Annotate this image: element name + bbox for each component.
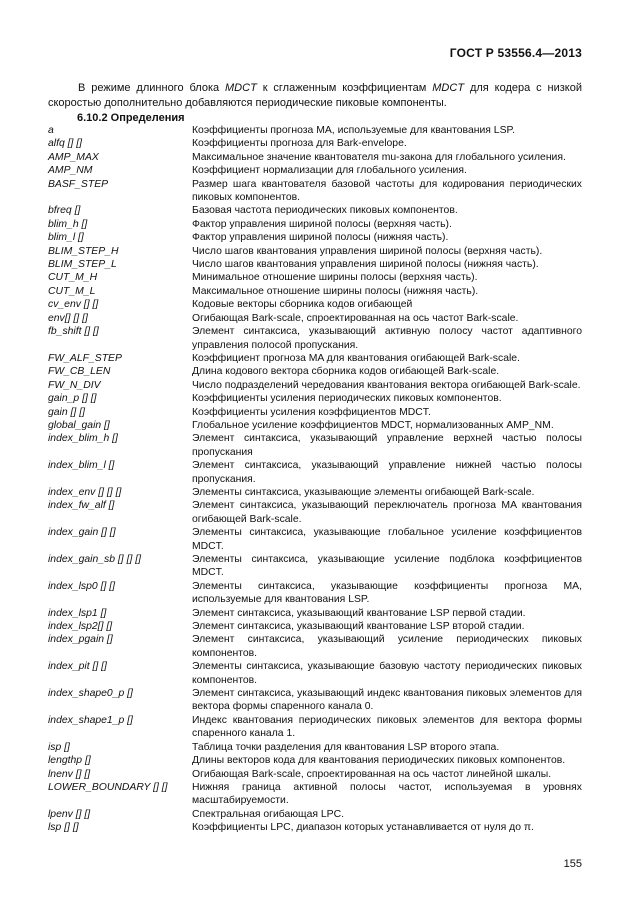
definition-row (48, 245, 582, 258)
definition-row (48, 258, 582, 271)
definition-row (48, 526, 582, 553)
definition-term: fb_shift [] [] (48, 326, 99, 338)
definition-description: Глобальное усиление коэффициентов MDCT, нормализованных AMP_NM. (192, 419, 554, 431)
definition-description: Число подразделений чередования квантования вектора огибающей Bark-scale. (192, 379, 581, 391)
intro-text-2: к сглаженным коэффициентам (256, 82, 433, 94)
definition-term: AMP_NM (48, 165, 93, 177)
definition-description: Элемент синтаксиса, указывающий квантование LSP второй стадии. (192, 621, 525, 633)
definition-term: FW_CB_LEN (48, 366, 111, 378)
definition-description: Спектральная огибающая LPC. (192, 808, 344, 820)
definition-description: Коэффициенты усиления периодических пиковых компонентов. (192, 393, 502, 405)
section-heading: 6.10.2 Определения (77, 112, 185, 124)
definition-term: index_pit [] [] (48, 661, 107, 673)
definition-term: index_lsp2[] [] (48, 621, 113, 633)
definition-term: CUT_M_H (48, 272, 98, 284)
definition-row (48, 553, 582, 580)
definition-term: index_shape1_p [] (48, 714, 133, 726)
definition-term: BLIM_STEP_L (48, 259, 117, 271)
definition-term: index_blim_h [] (48, 433, 118, 445)
definition-description: Индекс квантования периодических пиковых элементов для вектора формы спаренного канала 1. (192, 714, 582, 740)
definition-description: Элемент синтаксиса, указывающий усиление периодических пиковых компонентов. (192, 634, 582, 659)
definition-row (48, 499, 582, 526)
definition-term: index_shape0_p [] (48, 688, 133, 700)
definition-term: FW_N_DIV (48, 379, 101, 391)
definition-row (48, 768, 582, 781)
definition-description: Число шагов квантования управления шириной полосы (нижняя часть). (192, 259, 539, 271)
definition-term: index_blim_l [] (48, 460, 115, 472)
definition-term: cv_env [] [] (48, 299, 99, 311)
definition-term: AMP_MAX (48, 151, 99, 163)
definition-row (48, 352, 582, 365)
definition-term: index_lsp1 [] (48, 607, 107, 619)
definition-row (48, 124, 582, 137)
page-number: 155 (563, 858, 582, 870)
definition-description: Коэффициенты прогноза MA, используемые для квантования LSP. (192, 125, 515, 136)
definition-description: Коэффициент нормализации для глобального усиления. (192, 165, 467, 177)
definition-description: Коэффициенты прогноза для Bark-envelope. (192, 138, 407, 150)
definition-row (48, 754, 582, 767)
definition-term: lpenv [] [] (48, 808, 91, 820)
definition-row (48, 432, 582, 459)
definition-description: Элементы синтаксиса, указывающие коэффициенты прогноза MA, используемые для квантования LSP. (192, 580, 582, 606)
definition-term: index_gain_sb [] [] [] (48, 554, 141, 565)
definition-row (48, 741, 582, 754)
definition-term: LOWER_BOUNDARY [] [] (48, 781, 168, 793)
definition-description: Огибающая Bark-scale, спроектированная на ось частот линейной шкалы. (192, 768, 552, 780)
definition-row (48, 459, 582, 486)
definition-term: BLIM_STEP_H (48, 245, 119, 257)
definition-row (48, 808, 582, 821)
intro-term-2: MDCT (432, 82, 465, 94)
definition-description: Минимальное отношение ширины полосы (верхняя часть). (192, 272, 478, 284)
definition-description: Элементы синтаксиса, указывающие элементы огибающей Bark-scale. (192, 486, 535, 498)
definition-description: Элемент синтаксиса, указывающий управление верхней частью полосы пропускания (192, 433, 582, 458)
definition-row (48, 178, 582, 205)
definition-term: lsp [] [] (48, 822, 79, 834)
definition-term: FW_ALF_STEP (48, 352, 122, 364)
definition-row (48, 231, 582, 244)
definition-term: env[] [] [] (48, 312, 88, 324)
definition-description: Длины векторов кода для квантования периодических пиковых компонентов. (192, 755, 566, 767)
definition-row (48, 137, 582, 150)
definition-row (48, 620, 582, 633)
definition-row (48, 164, 582, 177)
definition-row (48, 285, 582, 298)
definition-row (48, 312, 582, 325)
definition-row (48, 392, 582, 405)
definition-term: bfreq [] (48, 205, 81, 217)
definitions-list (48, 124, 582, 835)
definition-description: Фактор управления шириной полосы (верхняя часть). (192, 218, 452, 230)
definition-row (48, 271, 582, 284)
intro-text-3: для кодера с низкой скоростью дополнительно добавляются периодические пиковые компоненты. (48, 82, 582, 109)
definition-row (48, 218, 582, 231)
definition-term: a (48, 125, 54, 136)
definition-term: index_fw_alf [] (48, 500, 115, 512)
definition-term: BASF_STEP (48, 178, 109, 190)
definition-description: Элемент синтаксиса, указывающий индекс квантования пиковых элементов для вектора формы спаренного канала 0. (192, 688, 582, 713)
definition-row (48, 486, 582, 499)
definition-description: Длина кодового вектора сборника кодов огибающей Bark-scale. (192, 366, 500, 378)
definition-description: Коэффициент прогноза MA для квантования огибающей Bark-scale. (192, 352, 520, 364)
definition-row (48, 607, 582, 620)
definition-row (48, 821, 582, 834)
definition-description: Коэффициенты LPC, диапазон которых устанавливается от нуля до π. (192, 822, 534, 834)
definition-term: index_gain [] [] (48, 527, 116, 539)
definition-row (48, 379, 582, 392)
definition-term: blim_h [] (48, 218, 88, 230)
definition-term: lengthp [] (48, 755, 91, 767)
definition-description: Базовая частота периодических пиковых компонентов. (192, 205, 458, 217)
definition-row (48, 365, 582, 378)
definition-row (48, 406, 582, 419)
definition-row (48, 687, 582, 714)
definition-row (48, 714, 582, 741)
definition-description: Элементы синтаксиса, указывающие глобальное усиление коэффициентов MDCT. (192, 527, 582, 552)
intro-paragraph (48, 81, 582, 111)
definition-row (48, 151, 582, 164)
definition-description: Элементы синтаксиса, указывающие усиление подблока коэффициентов MDCT. (192, 554, 582, 579)
definition-description: Максимальное значение квантователя mu-закона для глобального усиления. (192, 151, 566, 163)
definition-row (48, 325, 582, 352)
definition-term: index_env [] [] [] (48, 486, 122, 498)
definition-description: Максимальное отношение ширины полосы (нижняя часть). (192, 285, 479, 297)
definition-row (48, 298, 582, 311)
definition-term: blim_l [] (48, 232, 84, 244)
definition-term: global_gain [] (48, 419, 110, 431)
definition-term: gain_p [] [] (48, 393, 97, 405)
definition-term: CUT_M_L (48, 285, 96, 297)
definition-row (48, 580, 582, 607)
intro-term-1: MDCT (225, 82, 257, 94)
definition-row (48, 660, 582, 687)
definition-description: Фактор управления шириной полосы (нижняя часть). (192, 232, 449, 244)
intro-text-1: В режиме длинного блока (78, 82, 226, 94)
definition-term: index_lsp0 [] [] (48, 580, 116, 592)
definition-description: Нижняя граница активной полосы частот, используемая в уровнях масштабируемости. (192, 781, 582, 807)
definition-description: Элемент синтаксиса, указывающий квантование LSP первой стадии. (192, 607, 526, 619)
definition-description: Элемент синтаксиса, указывающий активную полосу частот адаптивного управления полосой пропускания. (192, 326, 582, 351)
definition-description: Элемент синтаксиса, указывающий управление нижней частью полосы пропускания. (192, 460, 582, 485)
definition-term: alfq [] [] (48, 138, 83, 150)
definition-row (48, 204, 582, 217)
definition-description: Число шагов квантования управления шириной полосы (верхняя часть). (192, 245, 543, 257)
definition-term: lnenv [] [] (48, 768, 91, 780)
document-header: ГОСТ Р 53556.4—2013 (449, 46, 582, 60)
definition-description: Элементы синтаксиса, указывающие базовую частоту периодических пиковых компонентов. (192, 661, 582, 686)
definition-term: index_pgain [] (48, 634, 113, 646)
definition-term: gain [] [] (48, 406, 85, 418)
definition-row (48, 781, 582, 808)
definition-description: Таблица точки разделения для квантования LSP второго этапа. (192, 741, 500, 753)
definition-description: Коэффициенты усиления коэффициентов MDCT. (192, 406, 431, 418)
definition-description: Размер шага квантователя базовой частоты для кодирования периодических пиковых компонентов. (192, 178, 582, 204)
definition-row (48, 633, 582, 660)
definition-description: Элемент синтаксиса, указывающий переключатель прогноза MA квантования огибающей Bark-scale. (192, 500, 582, 525)
definition-description: Кодовые векторы сборника кодов огибающей (192, 299, 413, 311)
definition-term: isp [] (48, 741, 70, 753)
definition-row (48, 419, 582, 432)
definition-description: Огибающая Bark-scale, спроектированная на ось частот Bark-scale. (192, 312, 519, 324)
